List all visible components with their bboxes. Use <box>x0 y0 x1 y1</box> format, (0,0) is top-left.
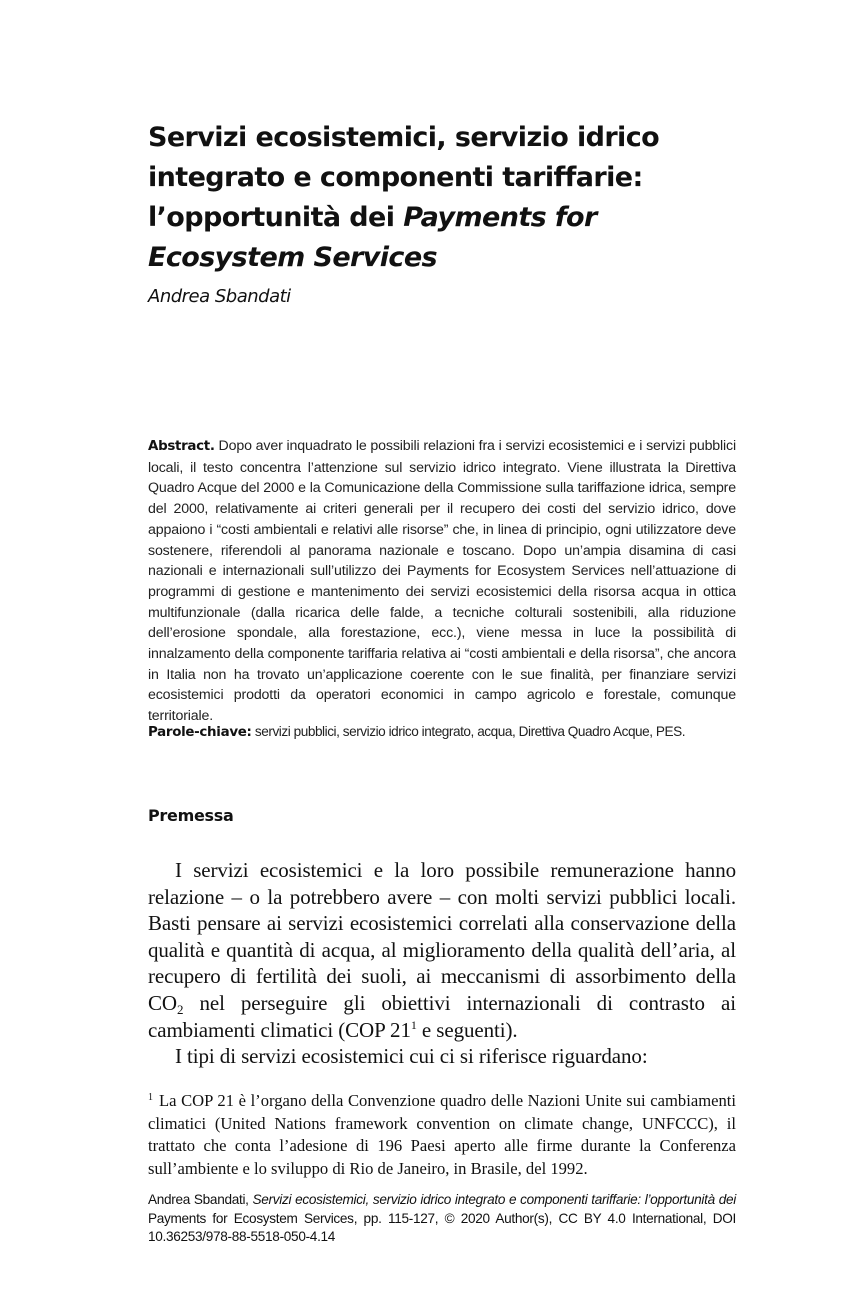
footnote-text: La COP 21 è l’organo della Convenzione quadro delle Nazioni Unite sui cambiamenti climatici (United Nations framework convention on climate change, UNFCCC), il trattato che conta l’adesione di 196 Paesi aperto alle firme durante la Conferenza sull’ambiente e lo sviluppo di Rio de Janeiro, in Brasile, del 1992. <box>148 1091 736 1178</box>
body-paragraph: I tipi di servizi ecosistemici cui ci si riferisce riguardano: <box>175 1044 648 1069</box>
footnote-reference[interactable]: 1 <box>410 1017 417 1032</box>
article-author: Andrea Sbandati <box>148 286 291 307</box>
keywords-label: Parole-chiave: <box>148 725 252 740</box>
section-heading: Premessa <box>148 806 234 825</box>
subscript: 2 <box>176 1001 184 1017</box>
abstract-text: Dopo aver inquadrato le possibili relazioni fra i servizi ecosistemici e i servizi pubblici locali, il testo concentra l’attenzione sul servizio idrico integrato. Viene illustrata la Direttiva Quadro Acque del 2000 e la Comunicazione della Commissione sulla tariffazione idrica, sempre del 2000, relativamente ai criteri generali per il recupero dei costi del servizio idrico, dove appaiono i “costi ambientali e relativi alle risorse” che, in linea di principio, ogni utilizzatore deve sostenere, riferendoli al panorama nazionale e toscano. Dopo un’ampia disamina di casi nazionali e internazionali sull’utilizzo dei Payments for Ecosystem Services nell’attuazione di programmi di gestione e mantenimento dei servizi ecosistemici della risorsa acqua in ottica multifunzionale (dalla ricarica delle falde, a tecniche colturali sostenibili, alla riduzione dell’erosione spondale, alla forestazione, ecc.), viene messa in luce la possibilità di innalzamento della componente tariffaria relativa ai “costi ambientali e della risorsa”, che ancora in Italia non ha trovato un’applicazione coerente con le sue finalità, per finanziare servizi ecosistemici prodotti da operatori economici in campo agricolo e forestale, comunque territoriale. <box>148 438 736 725</box>
article-title-main: Servizi ecosistemici, servizio idrico integrato e componenti tariffarie: l’opportunità dei <box>148 122 660 233</box>
article-title <box>148 118 736 278</box>
paragraph-text: I servizi ecosistemici e la loro possibile remunerazione hanno relazione – o la potrebbero avere – con molti servizi pubblici locali. Basti pensare ai servizi ecosistemici correlati alla conservazione della qualità e quantità di acqua, al miglioramento della qualità dell’aria, al recupero di fertilità dei suoli, ai meccanismi di assorbimento della CO <box>148 858 736 1015</box>
citation <box>148 1191 736 1247</box>
keywords-text: servizi pubblici, servizio idrico integrato, acqua, Direttiva Quadro Acque, PES. <box>251 724 686 739</box>
citation-title-italic: Servizi ecosistemici, servizio idrico integrato e componenti tariffarie: l’opportunità dei <box>252 1192 736 1207</box>
body-paragraph <box>148 857 736 1043</box>
keywords <box>148 722 736 743</box>
body-text <box>148 857 736 1070</box>
paragraph-text: e seguenti). <box>416 1017 518 1042</box>
footnote <box>148 1090 736 1180</box>
citation-author: Andrea Sbandati, <box>148 1192 253 1207</box>
article-title-italic: Payments for Ecosystem Services <box>148 202 597 273</box>
paragraph-text: nel perseguire gli obiettivi internazionali di contrasto ai cambiamenti climatici (COP 21 <box>148 990 736 1042</box>
citation-details: , pp. 115-127, © 2020 Author(s), CC BY 4.0 International, DOI 10.36253/978-88-5518-050-4.14 <box>148 1210 736 1244</box>
abstract <box>148 436 736 727</box>
footnote-number: 1 <box>148 1092 153 1103</box>
citation-title: Payments for Ecosystem Services <box>148 1210 354 1226</box>
abstract-label: Abstract. <box>148 439 215 454</box>
